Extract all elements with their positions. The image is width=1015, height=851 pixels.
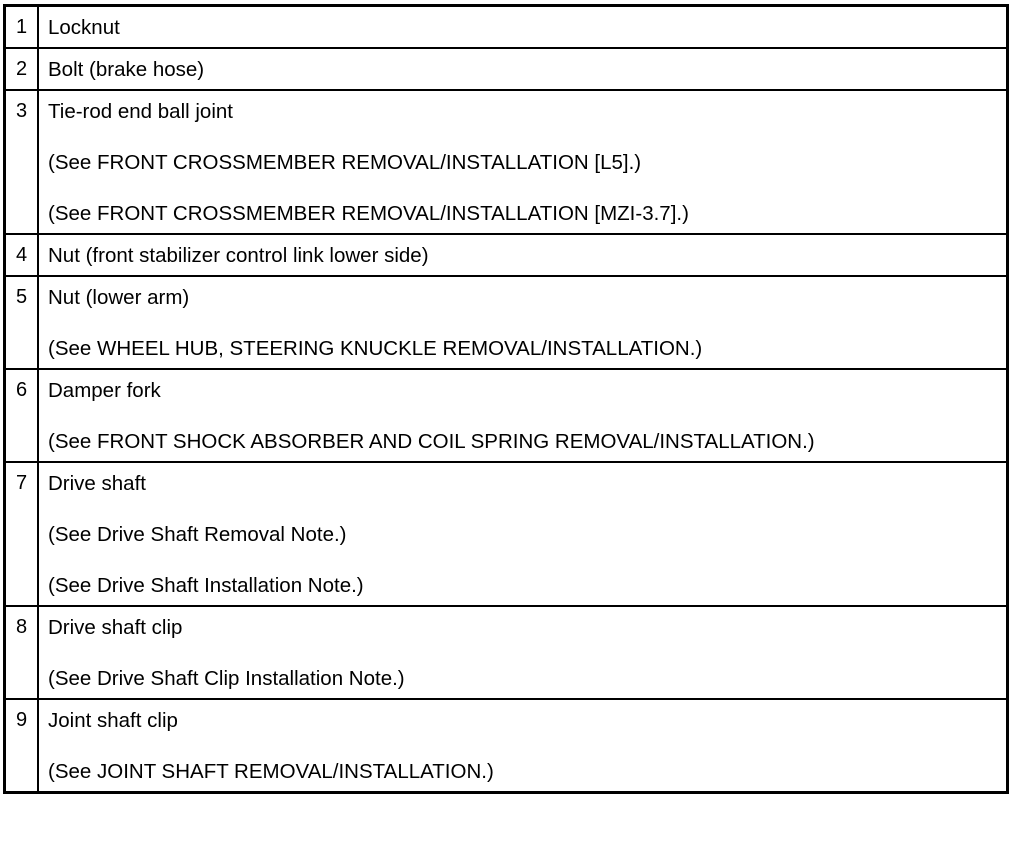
part-name: Nut (lower arm) bbox=[48, 286, 190, 309]
table-row bbox=[5, 234, 1008, 276]
part-reference-note: (See Drive Shaft Removal Note.) bbox=[48, 523, 347, 546]
part-reference-note: (See FRONT CROSSMEMBER REMOVAL/INSTALLATION [MZI-3.7].) bbox=[48, 202, 689, 225]
part-name: Joint shaft clip bbox=[48, 709, 178, 732]
parts-list-body bbox=[5, 6, 1008, 793]
row-number: 4 bbox=[5, 234, 39, 276]
part-name: Locknut bbox=[48, 16, 120, 39]
row-description bbox=[38, 6, 1008, 49]
part-name: Tie-rod end ball joint bbox=[48, 100, 233, 123]
part-reference-note: (See FRONT SHOCK ABSORBER AND COIL SPRING REMOVAL/INSTALLATION.) bbox=[48, 430, 815, 453]
row-description bbox=[38, 48, 1008, 90]
parts-list-table bbox=[3, 4, 1009, 794]
table-row bbox=[5, 90, 1008, 234]
part-name: Drive shaft clip bbox=[48, 616, 183, 639]
part-reference-note: (See JOINT SHAFT REMOVAL/INSTALLATION.) bbox=[48, 760, 494, 783]
row-number: 6 bbox=[5, 369, 39, 462]
row-description bbox=[38, 699, 1008, 793]
row-number: 1 bbox=[5, 6, 39, 49]
row-description bbox=[38, 90, 1008, 234]
part-reference-note: (See Drive Shaft Clip Installation Note.) bbox=[48, 667, 405, 690]
table-row bbox=[5, 48, 1008, 90]
row-description bbox=[38, 234, 1008, 276]
row-number: 7 bbox=[5, 462, 39, 606]
row-description bbox=[38, 462, 1008, 606]
row-number: 9 bbox=[5, 699, 39, 793]
row-number: 5 bbox=[5, 276, 39, 369]
table-row bbox=[5, 606, 1008, 699]
table-row bbox=[5, 276, 1008, 369]
part-name: Bolt (brake hose) bbox=[48, 58, 205, 81]
table-row bbox=[5, 462, 1008, 606]
part-name: Damper fork bbox=[48, 379, 161, 402]
table-row bbox=[5, 6, 1008, 49]
row-number: 2 bbox=[5, 48, 39, 90]
part-name: Nut (front stabilizer control link lower side) bbox=[48, 244, 429, 267]
row-number: 3 bbox=[5, 90, 39, 234]
part-name: Drive shaft bbox=[48, 472, 146, 495]
part-reference-note: (See FRONT CROSSMEMBER REMOVAL/INSTALLATION [L5].) bbox=[48, 151, 642, 174]
part-reference-note: (See Drive Shaft Installation Note.) bbox=[48, 574, 364, 597]
row-number: 8 bbox=[5, 606, 39, 699]
row-description bbox=[38, 276, 1008, 369]
table-row bbox=[5, 699, 1008, 793]
row-description bbox=[38, 369, 1008, 462]
part-reference-note: (See WHEEL HUB, STEERING KNUCKLE REMOVAL/INSTALLATION.) bbox=[48, 337, 703, 360]
table-row bbox=[5, 369, 1008, 462]
row-description bbox=[38, 606, 1008, 699]
